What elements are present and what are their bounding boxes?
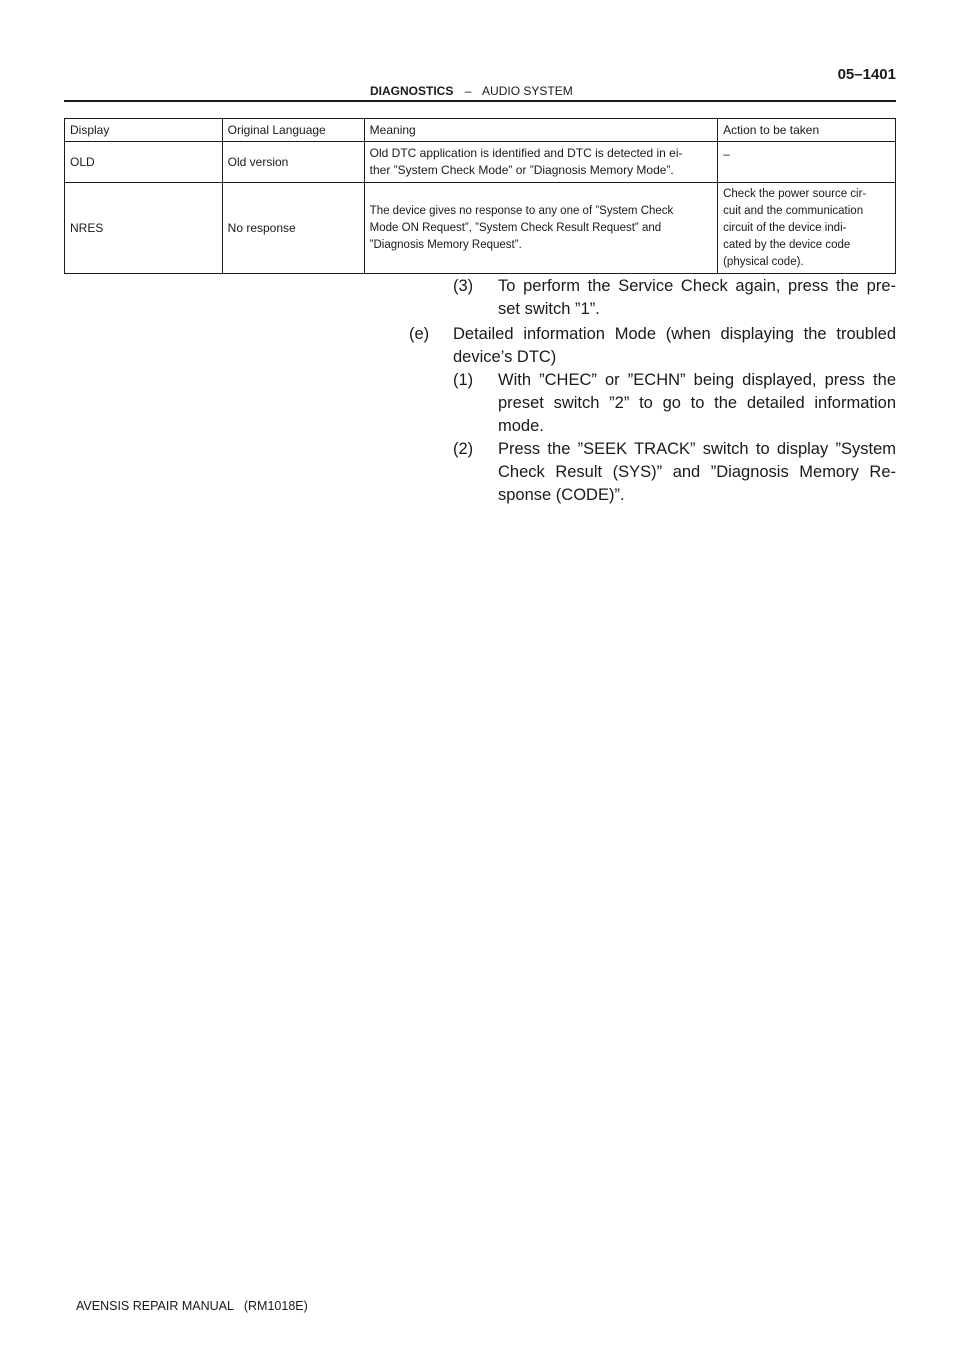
- table-row: [65, 142, 896, 183]
- subsection-name: AUDIO SYSTEM: [482, 84, 573, 98]
- step-e: [409, 323, 896, 369]
- step-text: [453, 438, 896, 507]
- step-label: (1): [453, 371, 474, 389]
- step-1: [453, 369, 896, 438]
- page-header: [64, 62, 896, 102]
- meaning-line: The device gives no response to any one of ”System Check: [369, 204, 674, 217]
- dtc-table: [64, 118, 896, 274]
- table-row: [65, 183, 896, 274]
- meaning-line: ”Diagnosis Memory Request”.: [369, 238, 522, 251]
- section-title: [370, 84, 573, 98]
- action-line: cated by the device code: [723, 238, 851, 251]
- column-header-original-language: Original Language: [222, 119, 364, 142]
- step-line: Press the ”SEEK TRACK” switch to display ”System: [498, 440, 896, 458]
- table-header-row: [65, 119, 896, 142]
- page-footer: AVENSIS REPAIR MANUAL (RM1018E): [76, 1299, 308, 1313]
- cell-original-language: No response: [222, 183, 364, 274]
- column-header-action: Action to be taken: [718, 119, 896, 142]
- cell-display: NRES: [65, 183, 223, 274]
- step-line: sponse (CODE)”.: [498, 486, 625, 504]
- step-text: [453, 275, 896, 321]
- step-text: [453, 369, 896, 438]
- section-name: DIAGNOSTICS: [370, 84, 454, 98]
- section-separator: –: [464, 84, 472, 98]
- column-header-display: Display: [65, 119, 223, 142]
- cell-meaning: [364, 183, 717, 274]
- meaning-line: ther ”System Check Mode” or ”Diagnosis Memory Mode”.: [369, 163, 674, 177]
- column-header-meaning: Meaning: [364, 119, 717, 142]
- cell-action: [718, 142, 896, 183]
- cell-meaning: [364, 142, 717, 183]
- page-number: 05–1401: [837, 66, 896, 83]
- step-line: To perform the Service Check again, press the pre-: [498, 277, 896, 295]
- cell-action: [718, 183, 896, 274]
- cell-display: OLD: [65, 142, 223, 183]
- step-line: With ”CHEC” or ”ECHN” being displayed, press the: [498, 371, 896, 389]
- cell-original-language: Old version: [222, 142, 364, 183]
- step-label: (3): [453, 277, 474, 295]
- meaning-line: Old DTC application is identified and DTC is detected in ei-: [369, 146, 683, 160]
- meaning-line: Mode ON Request”, ”System Check Result Request” and: [369, 221, 662, 234]
- step-line: Detailed information Mode (when displaying the troubled: [453, 325, 896, 343]
- step-3: [453, 275, 896, 321]
- step-line: Check Result (SYS)” and ”Diagnosis Memory Re-: [498, 463, 896, 481]
- step-2: [453, 438, 896, 507]
- action-line: cuit and the communication: [723, 204, 864, 217]
- action-line: circuit of the device indi-: [723, 221, 847, 234]
- action-line: (physical code).: [723, 255, 804, 268]
- step-line: device’s DTC): [453, 348, 557, 366]
- action-line: Check the power source cir-: [723, 187, 867, 200]
- header-rule: [64, 100, 896, 102]
- action-line: –: [723, 147, 730, 161]
- step-line: mode.: [498, 417, 544, 435]
- step-label: (2): [453, 440, 474, 458]
- step-line: set switch ”1”.: [498, 300, 600, 318]
- step-line: preset switch ”2” to go to the detailed information: [498, 394, 896, 412]
- step-text: [409, 323, 896, 369]
- step-label: (e): [409, 325, 430, 343]
